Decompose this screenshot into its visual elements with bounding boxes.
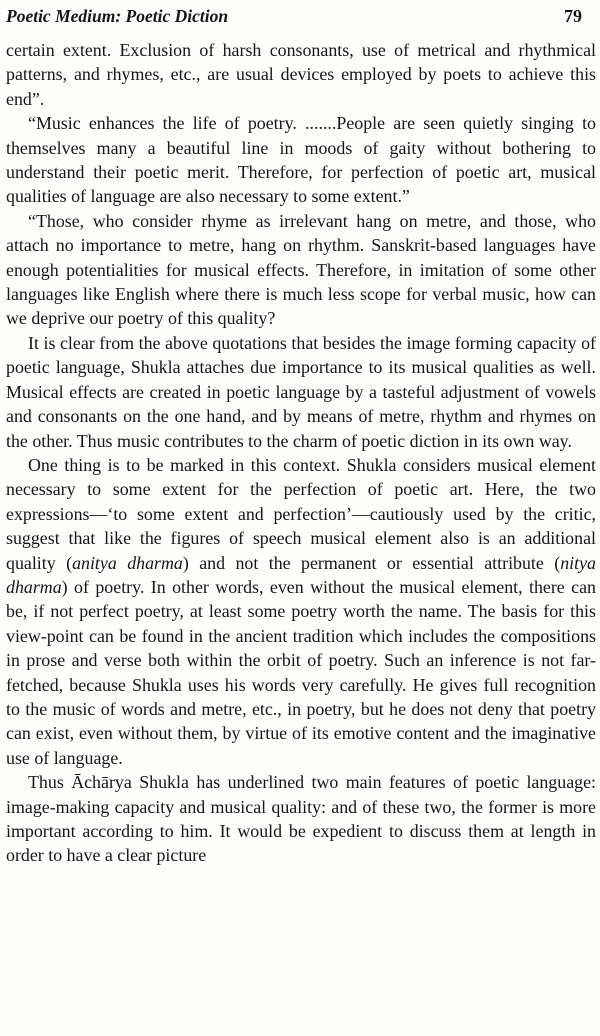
body-paragraph xyxy=(6,331,596,453)
text-run: ) of poetry. In other words, even without the musical element, there can be, if not perfect poetry, at least some poetry worth the name. The basis for this view-point can be found in the ancient tradition which includes the compositions in prose and verse both within the orbit of poetry. Such an inference is not far-fetched, because Shukla uses his words very carefully. He gives full recognition to the music of words and metre, etc., in poetry, but he does not deny that poetry can exist, even without them, by virtue of its emotive content and the imaginative use of language. xyxy=(6,576,596,768)
body-paragraph xyxy=(6,38,596,111)
page-body xyxy=(6,38,596,868)
italic-term: nitya dharma xyxy=(6,552,596,597)
text-run: “Those, who consider rhyme as irrelevant hang on metre, and those, who attach no importance to metre, hang on rhythm. Sanskrit-based languages have enough potentialities for musical effects. Therefore, in imitation of some other languages like English where there is much less scope for verbal music, how can we deprive our poetry of this quality? xyxy=(6,210,596,329)
body-paragraph xyxy=(6,453,596,770)
italic-term: anitya dharma xyxy=(72,552,183,573)
page-header xyxy=(6,6,596,38)
text-run: certain extent. Exclusion of harsh consonants, use of metrical and rhythmical patterns, and rhymes, etc., are usual devices employed by poets to achieve this end”. xyxy=(6,40,596,109)
text-run: “Music enhances the life of poetry. .......People are seen quietly singing to themselves many a beautiful line in moods of gaity without bothering to understand their poetic merit. Therefore, for perfection of poetic art, musical qualities of language are also necessary to some extent.” xyxy=(6,113,596,207)
text-run: One thing is to be marked in this context. Shukla considers musical element necessary to some extent for the perfection of poetic art. Here, the two expressions—‘to some extent and perfection’—cautiously used by the critic, suggest that like the figures of speech musical element also is an additional quality ( xyxy=(6,454,596,573)
body-paragraph xyxy=(6,209,596,331)
body-paragraph xyxy=(6,111,596,209)
text-run: Thus Āchārya Shukla has underlined two main features of poetic language: image-making capacity and musical quality: and of these two, the former is more important according to him. It would be expedient to discuss them at length in order to have a clear picture xyxy=(6,772,596,866)
body-paragraph xyxy=(6,770,596,868)
running-head: Poetic Medium: Poetic Diction xyxy=(6,6,229,26)
page-number: 79 xyxy=(564,6,582,26)
text-run: It is clear from the above quotations that besides the image forming capacity of poetic language, Shukla attaches due importance to its musical qualities as well. Musical effects are created in poetic language by a tasteful adjustment of vowels and consonants on the one hand, and by means of metre, rhythm and rhymes on the other. Thus music contributes to the charm of poetic diction in its own way. xyxy=(6,332,596,451)
text-run: ) and not the permanent or essential attribute ( xyxy=(182,552,561,573)
